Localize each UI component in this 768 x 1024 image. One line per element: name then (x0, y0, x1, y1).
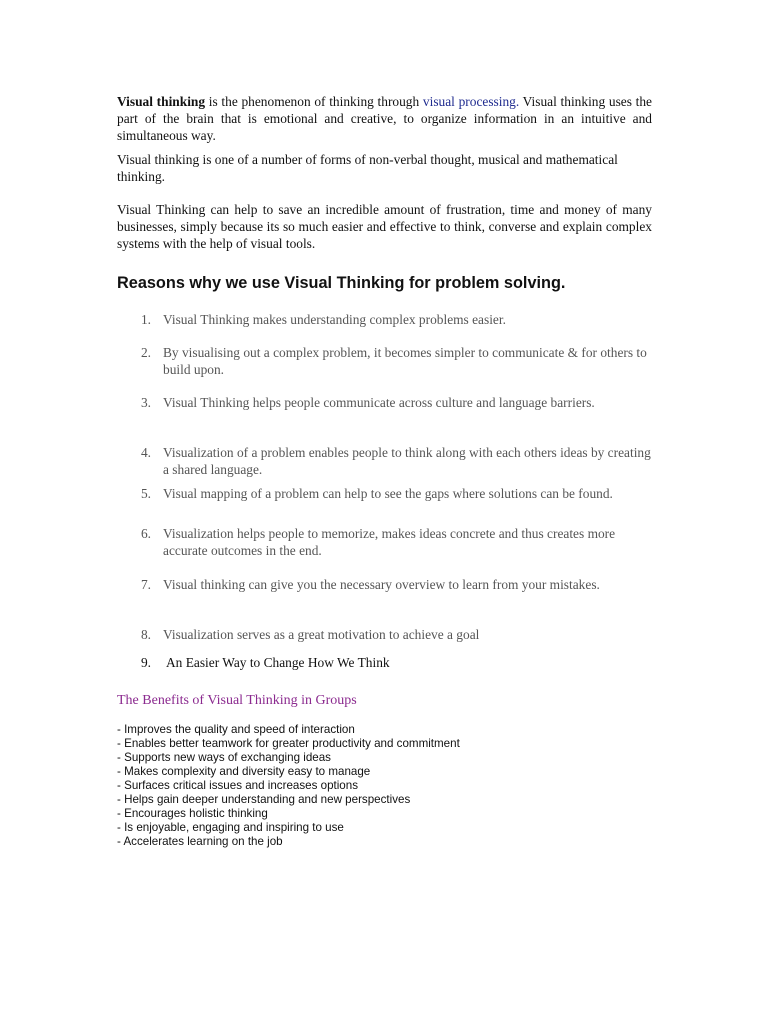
list-item-text: An Easier Way to Change How We Think (166, 655, 390, 670)
intro-paragraph (117, 93, 652, 144)
benefits-title: The Benefits of Visual Thinking in Groups (117, 693, 357, 708)
list-item-text: Visual thinking can give you the necessary overview to learn from your mistakes. (163, 577, 600, 592)
list-item-text: Visual mapping of a problem can help to see the gaps where solutions can be found. (163, 486, 613, 501)
benefit-item: - Makes complexity and diversity easy to manage (117, 765, 371, 778)
list-item-number: 6. (140, 526, 151, 541)
benefit-item: - Surfaces critical issues and increases options (117, 779, 359, 792)
visual-processing-link[interactable]: visual processing. (422, 94, 520, 109)
benefits-list (117, 723, 537, 849)
benefit-item: - Supports new ways of exchanging ideas (117, 751, 331, 764)
list-item-text: Visual Thinking makes understanding complex problems easier. (163, 312, 506, 327)
list-item-number: 8. (140, 627, 151, 642)
paragraph-benefits-business: Visual Thinking can help to save an incredible amount of frustration, time and money of many businesses, simply because its so much easier and effective to think, converse and explain complex systems with the help of visual tools. (117, 202, 652, 251)
list-item-number: 7. (140, 577, 151, 592)
list-item-number: 1. (140, 312, 151, 327)
list-item-text: Visualization of a problem enables people to think along with each others ideas by creating a shared language. (163, 445, 651, 477)
reasons-heading: Reasons why we use Visual Thinking for problem solving. (117, 274, 566, 292)
paragraph-non-verbal: Visual thinking is one of a number of forms of non-verbal thought, musical and mathematical thinking. (117, 152, 618, 184)
intro-text-after-link: Visual thinking uses the part of the brain that is emotional and creative, to organize information in an intuitive and simultaneous way. (117, 94, 653, 143)
intro-bold-term: Visual thinking (117, 94, 206, 109)
list-item-text: Visualization serves as a great motivation to achieve a goal (163, 627, 480, 642)
intro-text-before-link: is the phenomenon of thinking through (205, 94, 423, 109)
list-item-number: 3. (140, 395, 151, 410)
list-item-number: 4. (140, 445, 151, 460)
list-item-text: Visualization helps people to memorize, makes ideas concrete and thus creates more accurate outcomes in the end. (163, 526, 616, 558)
benefit-item: - Enables better teamwork for greater productivity and commitment (117, 737, 460, 750)
benefit-item: - Improves the quality and speed of interaction (117, 723, 355, 736)
benefit-item: - Encourages holistic thinking (117, 807, 268, 820)
benefit-item: - Is enjoyable, engaging and inspiring to use (117, 821, 344, 834)
list-item-text: Visual Thinking helps people communicate across culture and language barriers. (163, 395, 595, 410)
list-item-number: 5. (140, 486, 151, 501)
benefit-item: - Helps gain deeper understanding and new perspectives (117, 793, 411, 806)
list-item-number: 2. (140, 345, 151, 360)
benefit-item: - Accelerates learning on the job (117, 835, 283, 848)
list-item-number: 9. (140, 655, 151, 670)
list-item-text: By visualising out a complex problem, it becomes simpler to communicate & for others to build upon. (163, 345, 647, 377)
